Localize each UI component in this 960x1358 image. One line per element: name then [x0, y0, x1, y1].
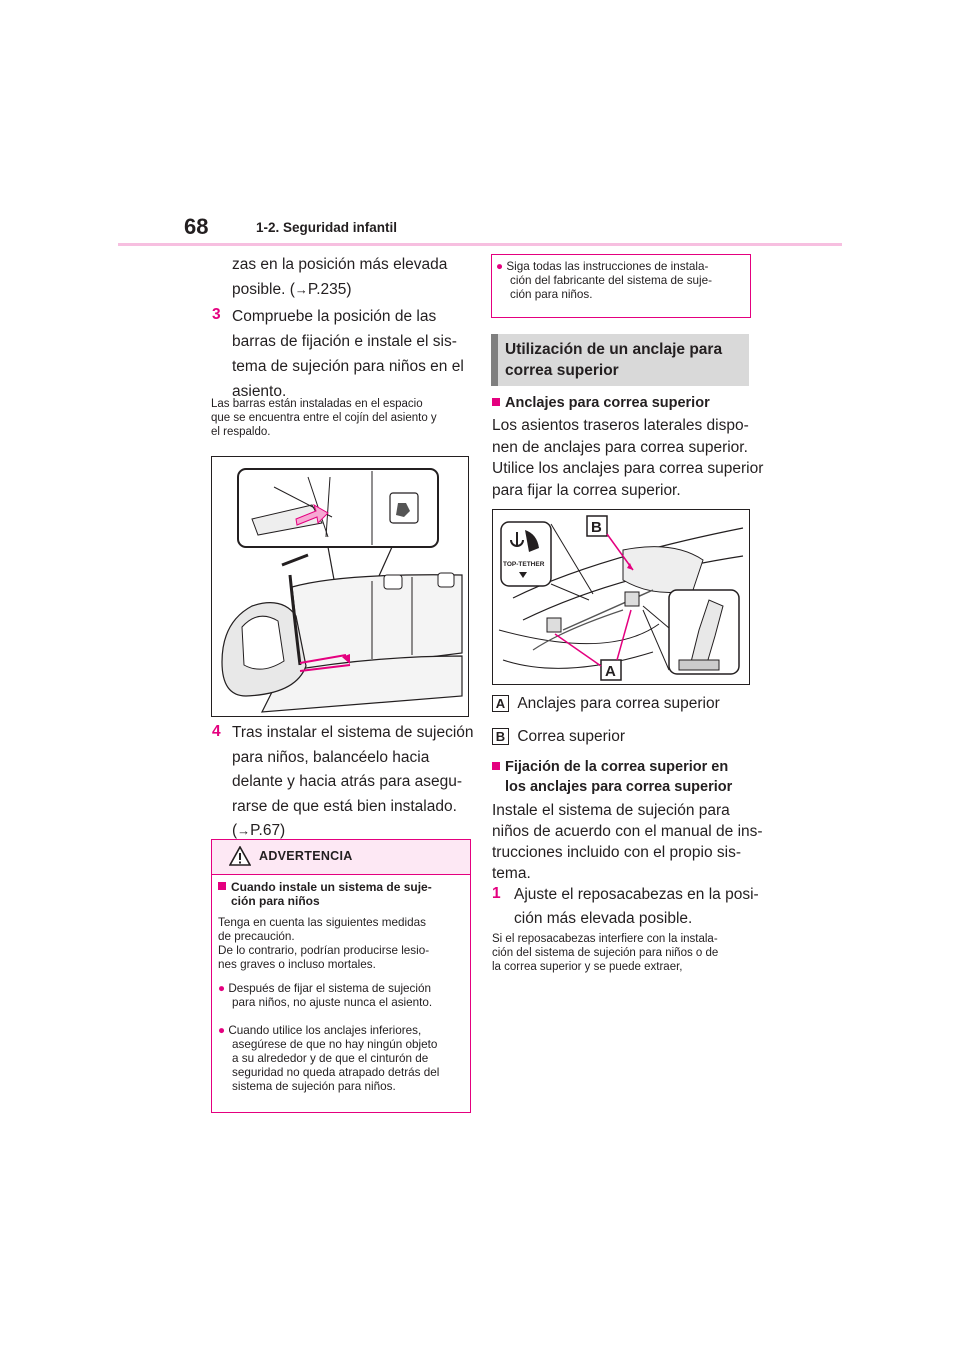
subheading-fixing: Fijación de la correa superior en los anclajes para correa superior: [492, 757, 732, 797]
note-bars: Las barras están instaladas en el espacio que se encuentra entre el cojín del asiento y el respaldo.: [211, 398, 437, 438]
header-rule: [118, 243, 842, 246]
warning-header: [212, 840, 470, 875]
section-heading-bar: [491, 334, 498, 386]
warning-bullet-2: ● Cuando utilice los anclajes inferiores, asegúrese de que no hay ningún objeto a su alrededor y de que el cinturón de seguridad no queda atrapado detrás del sistema de sujeción para niños.: [218, 1024, 440, 1093]
figure-label-b: B: [591, 519, 602, 536]
headrest-note: Si el reposacabezas interfiere con la instala- ción del sistema de sujeción para niños o de la correa superior y se puede extraer,: [492, 933, 719, 973]
warning-intro: Tenga en cuenta las siguientes medidas de precaución. De lo contrario, podrían producirse lesio- nes graves o incluso mortales.: [218, 916, 430, 971]
warning-title: ADVERTENCIA: [259, 849, 353, 863]
note-box: ● Siga todas las instrucciones de instala- ción del fabricante del sistema de suje- ción para niños.: [491, 254, 751, 318]
step-3-text: Compruebe la posición de las barras de fijación e instale el sis- tema de sujeción para niños en el asiento.: [232, 308, 464, 400]
step-4-number: 4: [212, 723, 221, 740]
section-heading: Utilización de un anclaje para correa superior: [505, 341, 723, 379]
legend-b: B Correa superior: [492, 726, 625, 748]
step-3-number: 3: [212, 306, 221, 323]
page-number: 68: [184, 214, 209, 239]
legend-a: A Anclajes para correa superior: [492, 693, 720, 715]
figure-label-a: A: [605, 663, 616, 680]
warning-box: [211, 839, 471, 1113]
legend-a-box: A: [492, 695, 509, 712]
step-4-text: Tras instalar el sistema de sujeción para niños, balancéelo hacia delante y hacia atrás para asegu- rarse de que está bien instalado. (→P.67): [232, 724, 474, 839]
child-seat-figure: [211, 456, 469, 717]
tether-icon-label: TOP-TETHER: [503, 561, 545, 568]
child-seat-illustration: [212, 457, 468, 716]
step-1-text: Ajuste el reposacabezas en la posi- ción más elevada posible.: [514, 886, 759, 927]
square-bullet-icon: [218, 882, 226, 890]
warning-triangle-icon: [229, 846, 251, 866]
circle-bullet-icon: ●: [218, 982, 226, 995]
subheading-anchors: Anclajes para correa superior: [492, 393, 710, 413]
circle-bullet-icon: ●: [218, 1024, 226, 1037]
legend-b-box: B: [492, 728, 509, 745]
warning-subheading: Cuando instale un sistema de suje- ción para niños: [218, 880, 466, 908]
tether-anchor-figure: [492, 509, 750, 685]
anchors-paragraph-1: Los asientos traseros laterales dispo- nen de anclajes para correa superior.: [492, 417, 749, 456]
square-bullet-icon: [492, 762, 500, 770]
square-bullet-icon: [492, 398, 500, 406]
step-1-number: 1: [492, 885, 501, 902]
circle-bullet-icon: ●: [496, 260, 504, 273]
continued-text: zas en la posición más elevada posible. (→P.235): [232, 256, 448, 298]
tether-anchor-illustration: [493, 510, 749, 684]
section-title: 1-2. Seguridad infantil: [256, 220, 398, 235]
fixing-paragraph: Instale el sistema de sujeción para niños de acuerdo con el manual de ins- trucciones incluido con el propio sis- tema.: [492, 802, 763, 882]
anchors-paragraph-2: Utilice los anclajes para correa superior para fijar la correa superior.: [492, 460, 764, 499]
warning-bullet-1: ● Después de fijar el sistema de sujeción para niños, no ajuste nunca el asiento.: [218, 982, 433, 1009]
